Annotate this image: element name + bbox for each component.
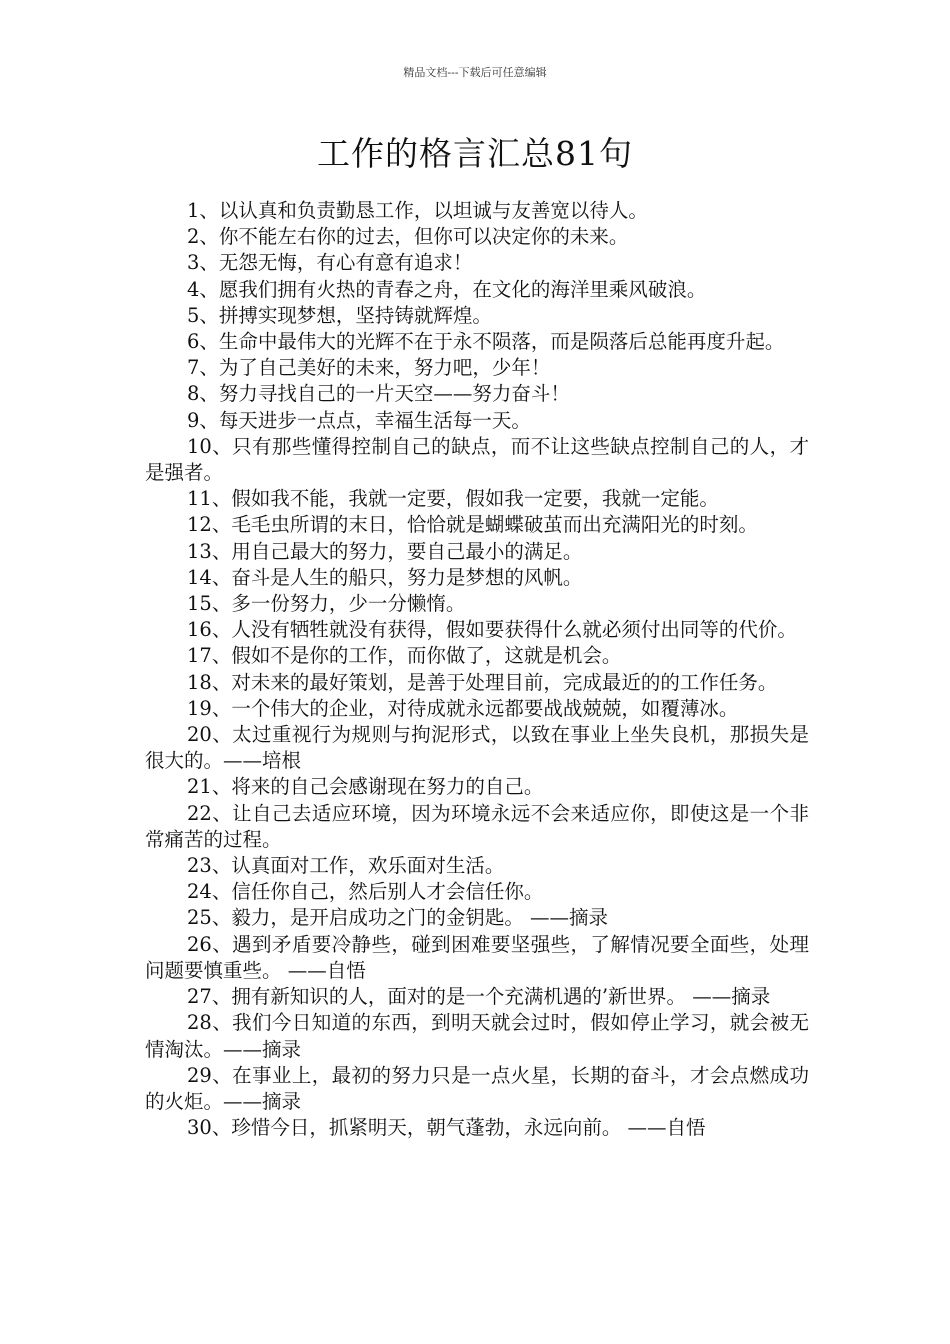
quote-item: 21、将来的自己会感谢现在努力的自己。 bbox=[187, 775, 544, 799]
quote-item: 24、信任你自己，然后别人才会信任你。 bbox=[187, 880, 544, 904]
quote-item: 26、遇到矛盾要冷静些，碰到困难要坚强些，了解情况要全面些，处理问题要慎重些。 ——自悟 bbox=[145, 932, 809, 982]
quote-item: 8、努力寻找自己的一片天空——努力奋斗！ bbox=[187, 382, 570, 406]
quote-item: 25、毅力，是开启成功之门的金钥匙。 ——摘录 bbox=[187, 906, 609, 930]
quote-item: 4、愿我们拥有火热的青春之舟，在文化的海洋里乘风破浪。 bbox=[187, 277, 707, 301]
quote-item: 27、拥有新知识的人，面对的是一个充满机遇的’新世界。 ——摘录 bbox=[187, 985, 771, 1009]
quote-item: 3、无怨无悔，有心有意有追求！ bbox=[187, 251, 473, 275]
quote-item: 29、在事业上，最初的努力只是一点火星，长期的奋斗，才会点燃成功的火炬。——摘录 bbox=[145, 1063, 809, 1113]
quote-list bbox=[145, 198, 809, 1141]
quote-item: 18、对未来的最好策划，是善于处理目前，完成最近的的工作任务。 bbox=[187, 670, 778, 694]
quote-item: 9、每天进步一点点，幸福生活每一天。 bbox=[187, 408, 531, 432]
quote-item: 30、珍惜今日，抓紧明天，朝气蓬勃，永远向前。 ——自悟 bbox=[187, 1116, 706, 1140]
quote-item: 12、毛毛虫所谓的末日，恰恰就是蝴蝶破茧而出充满阳光的时刻。 bbox=[187, 513, 758, 537]
quote-item: 10、只有那些懂得控制自己的缺点，而不让这些缺点控制自己的人，才是强者。 bbox=[145, 434, 809, 485]
quote-item: 20、太过重视行为规则与拘泥形式，以致在事业上坐失良机，那损失是很大的。——培根 bbox=[145, 723, 809, 773]
quote-item: 7、为了自己美好的未来，努力吧，少年！ bbox=[187, 356, 551, 380]
quote-item: 28、我们今日知道的东西，到明天就会过时，假如停止学习，就会被无情淘汰。——摘录 bbox=[145, 1011, 809, 1061]
quote-item: 16、人没有牺牲就没有获得，假如要获得什么就必须付出同等的代价。 bbox=[187, 618, 797, 642]
quote-item: 13、用自己最大的努力，要自己最小的满足。 bbox=[187, 539, 583, 563]
quote-item: 2、你不能左右你的过去，但你可以决定你的未来。 bbox=[187, 225, 629, 249]
page-header-note: 精品文档---下载后可任意编辑 bbox=[403, 66, 547, 79]
quote-item: 11、假如我不能，我就一定要，假如我一定要，我就一定能。 bbox=[187, 487, 719, 511]
quote-item: 22、让自己去适应环境，因为环境永远不会来适应你，即使这是一个非常痛苦的过程。 bbox=[145, 801, 809, 851]
document-title: 工作的格言汇总81句 bbox=[317, 134, 633, 173]
quote-item: 1、以认真和负责勤恳工作，以坦诚与友善宽以待人。 bbox=[187, 199, 648, 222]
quote-item: 5、拼搏实现梦想，坚持铸就辉煌。 bbox=[187, 303, 492, 327]
quote-item: 19、一个伟大的企业，对待成就永远都要战战兢兢，如覆薄冰。 bbox=[187, 696, 739, 720]
quote-item: 14、奋斗是人生的船只，努力是梦想的风帆。 bbox=[187, 565, 583, 589]
quote-item: 6、生命中最伟大的光辉不在于永不陨落，而是陨落后总能再度升起。 bbox=[187, 330, 785, 354]
quote-item: 17、假如不是你的工作，而你做了，这就是机会。 bbox=[187, 644, 622, 668]
quote-item: 15、多一份努力，少一分懒惰。 bbox=[187, 592, 466, 616]
quote-item: 23、认真面对工作，欢乐面对生活。 bbox=[187, 854, 505, 878]
